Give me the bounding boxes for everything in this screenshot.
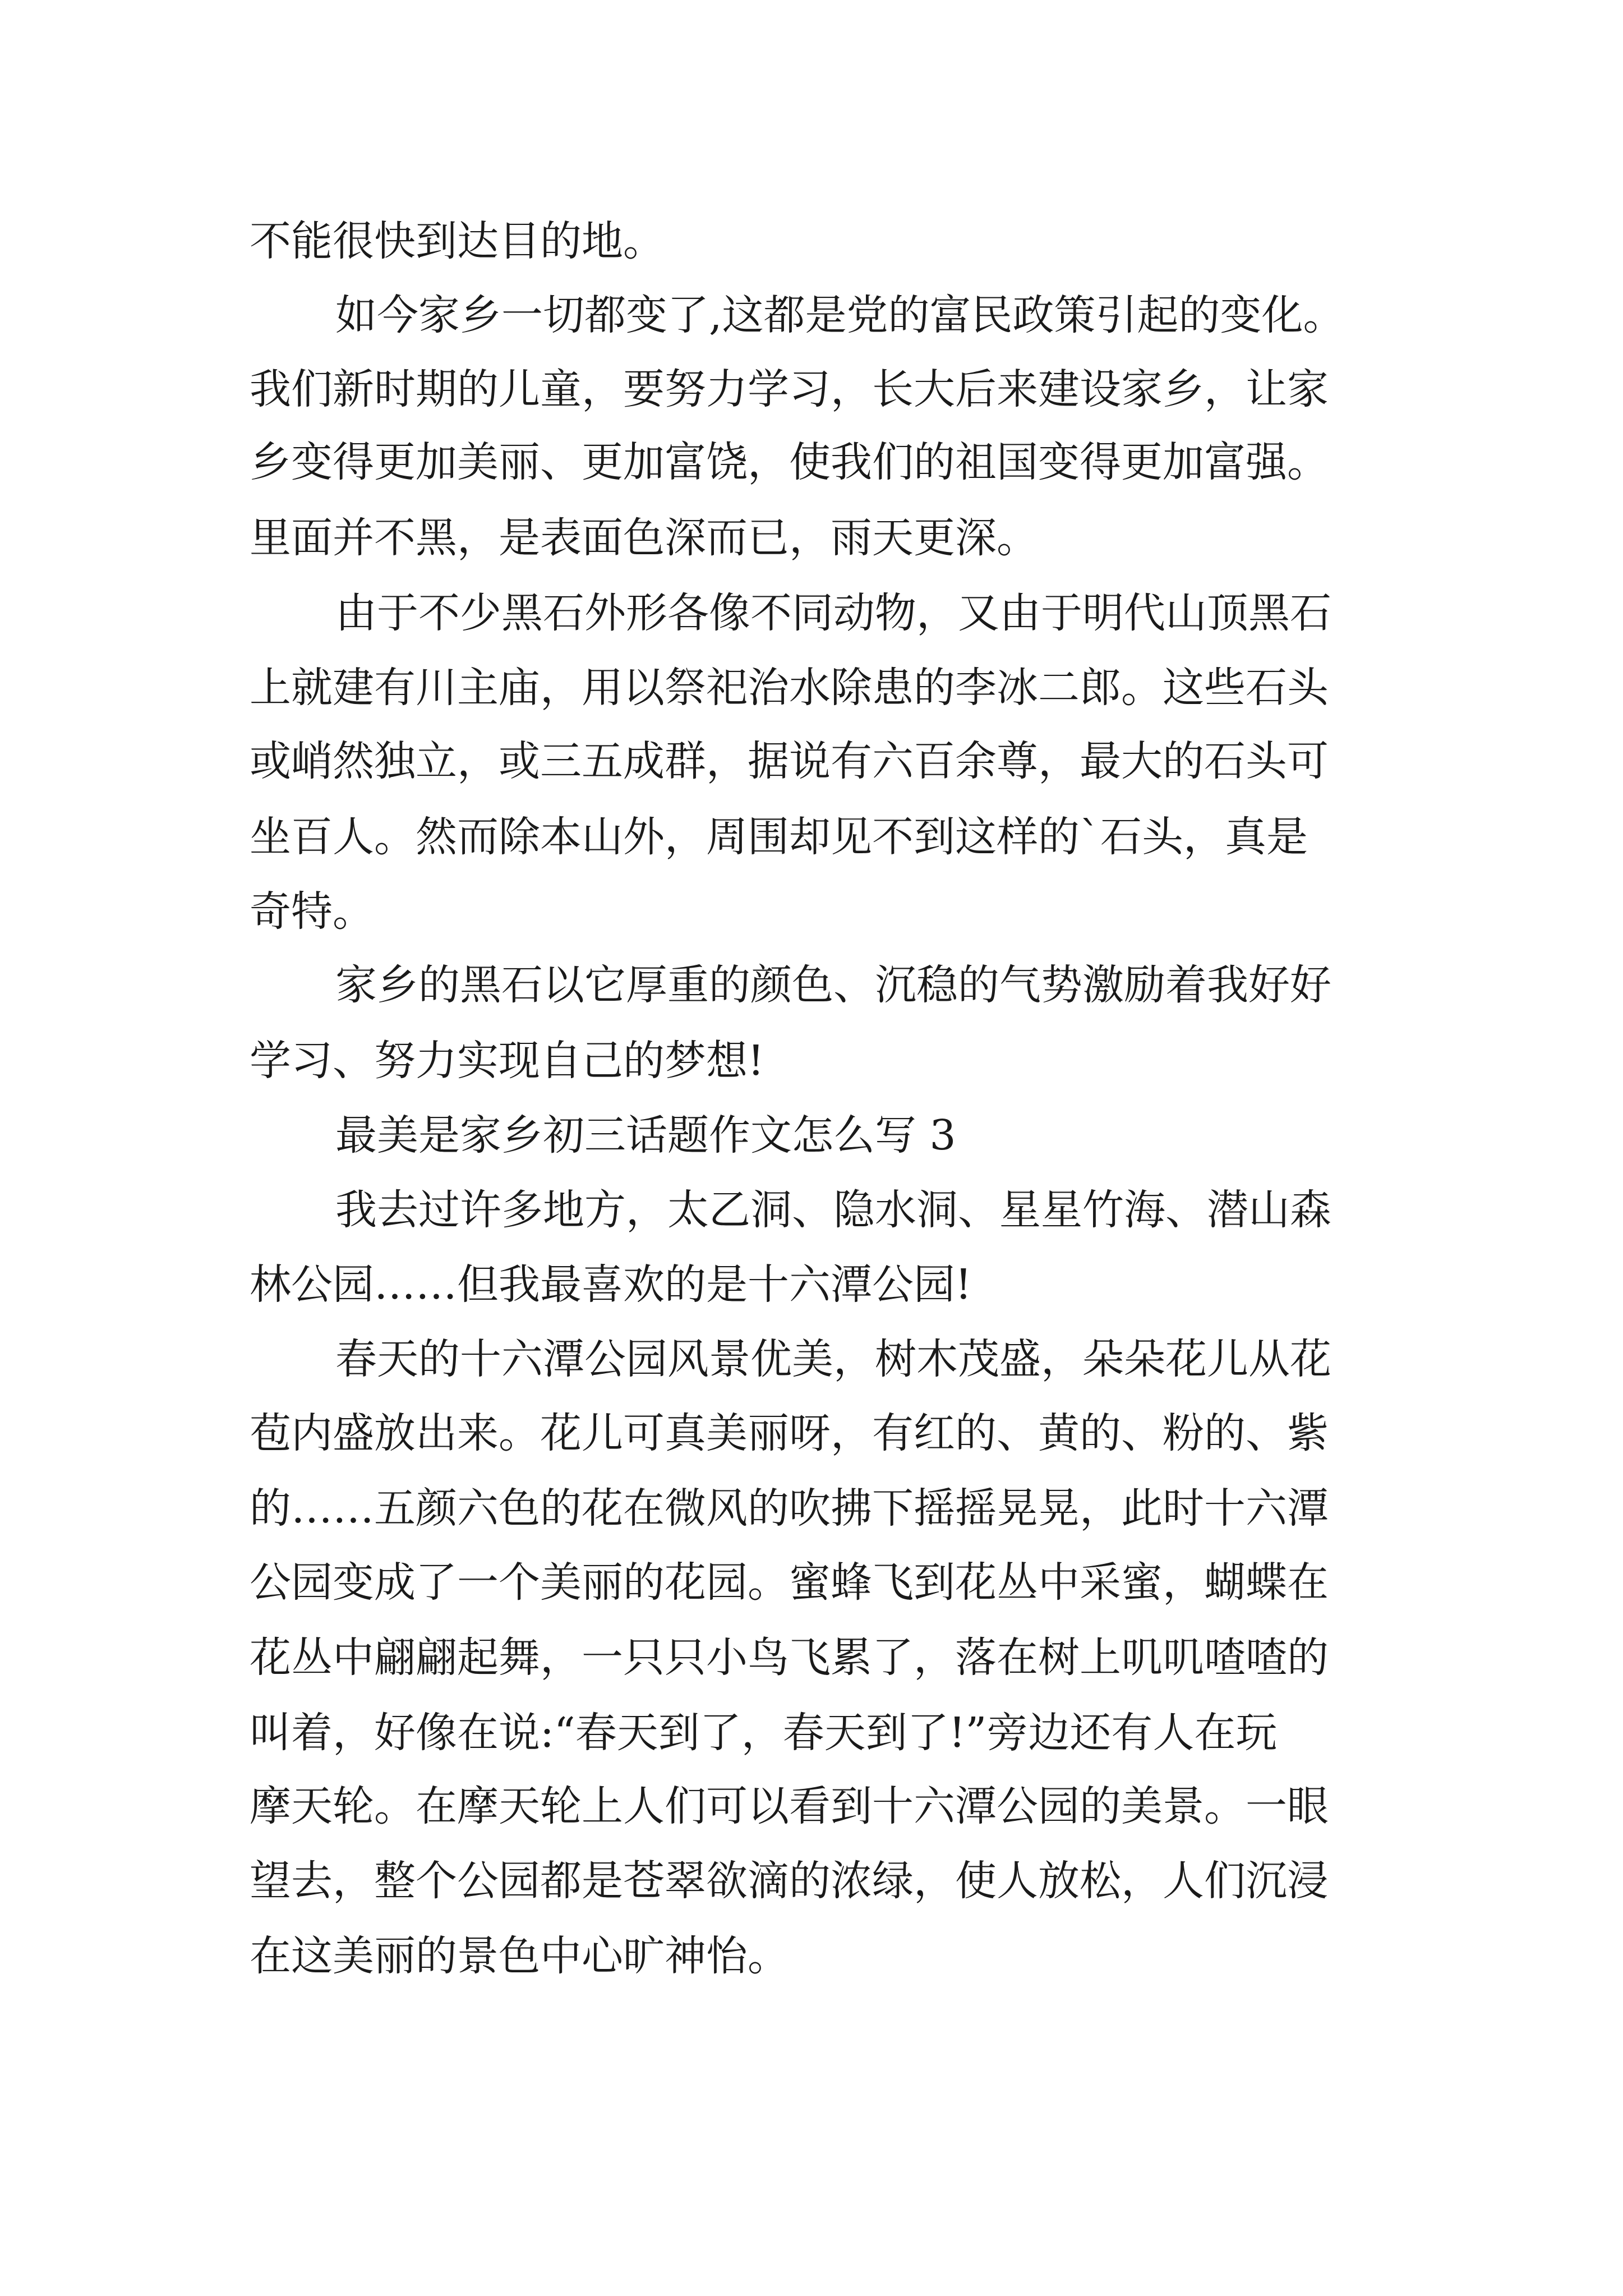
text-line: 花丛中翩翩起舞，一只只小鸟飞累了，落在树上叽叽喳喳的 (250, 1634, 1329, 1682)
paragraph-start-line: 由于不少黑石外形各像不同动物，又由于明代山顶黑石 (335, 589, 1331, 637)
text-line: 或峭然独立，或三五成群，据说有六百余尊，最大的石头可 (250, 737, 1329, 785)
text-line: 奇特。 (250, 887, 374, 936)
text-line: 在这美丽的景色中心旷神怡。 (250, 1932, 789, 1980)
text-line: 叫着，好像在说:“春天到了，春天到了!”旁边还有人在玩 (250, 1709, 1278, 1757)
section-heading: 最美是家乡初三话题作文怎么写 3 (335, 1111, 956, 1159)
text-line: 林公园……但我最喜欢的是十六潭公园! (250, 1260, 972, 1309)
text-line: 学习、努力实现自己的梦想! (250, 1037, 764, 1085)
text-line: 不能很快到达目的地。 (250, 217, 665, 265)
text-line: 里面并不黑，是表面色深而已，雨天更深。 (250, 514, 1038, 562)
text-line: 摩天轮。在摩天轮上人们可以看到十六潭公园的美景。一眼 (250, 1782, 1329, 1830)
text-line: 我们新时期的儿童，要努力学习，长大后来建设家乡，让家 (250, 365, 1329, 413)
text-line: 公园变成了一个美丽的花园。蜜蜂飞到花丛中采蜜，蝴蝶在 (250, 1558, 1329, 1607)
text-line: 望去，整个公园都是苍翠欲滴的浓绿，使人放松，人们沉浸 (250, 1857, 1329, 1905)
text-line: 苞内盛放出来。花儿可真美丽呀，有红的、黄的、粉的、紫 (250, 1409, 1329, 1457)
paragraph-start-line: 我去过许多地方，太乙洞、隐水洞、星星竹海、潜山森 (335, 1186, 1331, 1234)
paragraph-start-line: 如今家乡一切都变了,这都是党的富民政策引起的变化。 (335, 291, 1345, 339)
text-line: 坐百人。然而除本山外，周围却见不到这样的`石头，真是 (250, 813, 1308, 861)
paragraph-start-line: 家乡的黑石以它厚重的颜色、沉稳的气势激励着我好好 (335, 961, 1331, 1009)
text-line: 乡变得更加美丽、更加富饶，使我们的祖国变得更加富强。 (250, 438, 1329, 486)
paragraph-start-line: 春天的十六潭公园风景优美，树木茂盛，朵朵花儿从花 (335, 1335, 1331, 1383)
text-line: 的……五颜六色的花在微风的吹拂下摇摇晃晃，此时十六潭 (250, 1484, 1329, 1533)
text-line: 上就建有川主庙，用以祭祀治水除患的李冰二郎。这些石头 (250, 664, 1329, 712)
